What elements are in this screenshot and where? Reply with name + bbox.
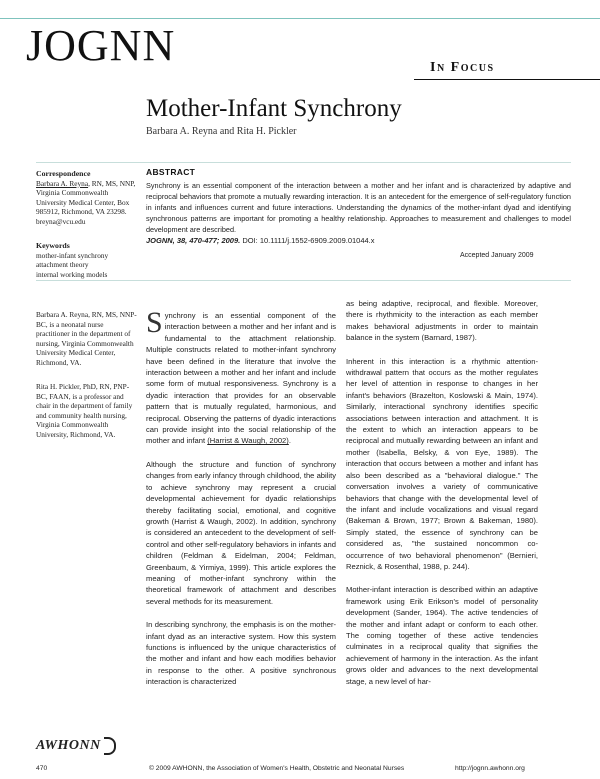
drop-cap: S (146, 306, 163, 339)
article-title: Mother-Infant Synchrony (146, 95, 402, 122)
section-rule (414, 79, 600, 80)
section-label: In Focus (430, 60, 495, 75)
article-authors: Barbara A. Reyna and Rita H. Pickler (146, 126, 297, 137)
awhonn-logo-text: AWHONN (36, 738, 101, 754)
journal-logo: JOGNN (26, 21, 176, 70)
correspondence-address: , RN, MS, NNP, Virginia Commonwealth University Medical Center, Box 985912, Richmond, VA 23298. (36, 178, 136, 217)
journal-url[interactable]: http://jognn.awhonn.org (455, 765, 525, 772)
copyright-notice: © 2009 AWHONN, the Association of Women's Health, Obstetric and Neonatal Nurses (149, 765, 405, 772)
page-number: 470 (36, 765, 48, 772)
awhonn-mark-icon (104, 737, 116, 755)
awhonn-logo (36, 737, 116, 755)
abstract-top-rule (36, 162, 571, 163)
keyword-item: internal working models (36, 269, 108, 279)
author-bio-reyna: Barbara A. Reyna, RN, MS, NNP-BC, is a neonatal nurse practitioner in the department of nursing, Virginia Commonwealth University Medical Center, Richmond, VA. (36, 310, 137, 367)
correspondence-email[interactable]: breyna@vcu.edu (36, 216, 86, 226)
body-paragraph (146, 306, 336, 447)
citation-doi[interactable]: DOI: 10.1111/j.1552-6909.2009.01044.x (242, 236, 375, 245)
abstract-text: Synchrony is an essential component of the interaction between a mother and her infant and is characterized by adaptive and reciprocal behaviors that promote a mutually rewarding interaction. It is an antecedent for the emergence of self-regulatory function in infants and influences current and future interactions. Understanding the dynamics of the mother-infant dyad and identifying synchronous patterns are important for promoting a healthy relationship. Approaches to measurement and challenges to model development are described. (146, 181, 571, 234)
keywords-block (36, 241, 138, 279)
accepted-date: Accepted January 2009 (460, 252, 534, 259)
citation (146, 236, 375, 245)
author-bio-pickler: Rita H. Pickler, PhD, RN, PNP-BC, FAAN, is a professor and chair in the department of family and community health nursing, Virginia Commonwealth University, Richmond, VA. (36, 382, 133, 439)
body-paragraph: Although the structure and function of synchrony changes from early infancy through childhood, the ability to achieve synchrony may represent a crucial developmental achievement for dyadic relationships thereby facilitating social, emotional, and cognitive growth (Harrist & Waugh, 2002). In addition, synchrony is considered an antecedent to the development of self-control and other self-regulatory behaviors in infants and children (Feldman & Eidelman, 2004; Feldman, Greenbaum, & Yirmiya, 1999). This article explores the meaning of mother-infant synchrony within the theoretical framework of attachment and describes several methods for its measurement. (146, 459, 336, 606)
body-paragraph: In describing synchrony, the emphasis is on the mother-infant dyad as an interactive system. How this system functions is influenced by the unique characteristics of the mother and infant and how each modifies behavior in response to the other. A positive synchronous interaction is characterized (146, 620, 336, 687)
correspondence-name: Barbara A. Reyna (36, 178, 89, 188)
keywords-heading: Keywords (36, 241, 70, 250)
correspondence-heading: Correspondence (36, 169, 91, 178)
citation-journal: JOGNN, 38, 470-477; 2009. (146, 236, 241, 245)
abstract-bottom-rule (36, 280, 571, 281)
body-column-1 (146, 306, 336, 700)
abstract-heading: ABSTRACT (146, 167, 196, 177)
keyword-item: attachment theory (36, 260, 89, 270)
keyword-item: mother-infant synchrony (36, 250, 109, 260)
body-text: ynchrony is an essential component of the interaction between a mother and her infant and is fundamental to the attachment relationship. Multiple constructs related to mother-infant synchrony have been defined in the literature that involve the interaction between a mother and her infant and include some form of mutual responsiveness. Synchrony is a dyadic interaction that provides for an observable pattern that is mutually regulated, harmonious, and reciprocal. Observing the patterns of dyadic interactions can provide insight into the social relationship of the mother and infant (146, 311, 336, 446)
body-column-2 (346, 298, 538, 699)
correspondence-block (36, 169, 138, 227)
inline-citation[interactable]: (Harrist & Waugh, 2002) (207, 436, 289, 446)
body-paragraph: Inherent in this interaction is a rhythmic attention-withdrawal pattern that occurs as the mother regulates her level of attention in response to changes in her infant's behaviors (Brazelton, Koslowski & Main, 1974). Similarly, interactional synchrony identifies specific associations between interaction and attachment. It is the extent to which an interaction appears to be reciprocal and mutually rewarding between an infant and mother (Isabella, Belsky, & von Eye, 1989). The interaction that occurs between a mother and infant has also been described as a "behavioral dialogue." The conversation involves a variety of communicative behaviors that change with the developmental level of the infant and include vocalizations and visual regard (Bakeman & Brown, 1977; Brown & Bakeman, 1980). Simply stated, the essence of synchrony can be considered as, "the sustained noncommon co-occurrence of two behavioral phenomenon" (Bernieri, Reznick, & Rosenthal, 1988, p. 244). (346, 356, 538, 571)
top-rule (0, 18, 600, 19)
body-text: . (288, 436, 291, 446)
body-paragraph: Mother-infant interaction is described within an adaptive framework using Erik Erikson's model of personality development (Sander, 1964). The active tendencies of the mother and infant adapt or conform to each other. The coming together of these active tendencies culminates in a reciprocal quality that signifies the achievement of harmony in the interaction. As the infant grows older and advances to the next developmental stage, a new level of har- (346, 585, 538, 686)
body-paragraph: as being adaptive, reciprocal, and flexible. Moreover, there is rhythmicity to the interaction as each member makes behavioral adjustments in order to maintain balance in the system (Barnard, 1987). (346, 299, 538, 343)
